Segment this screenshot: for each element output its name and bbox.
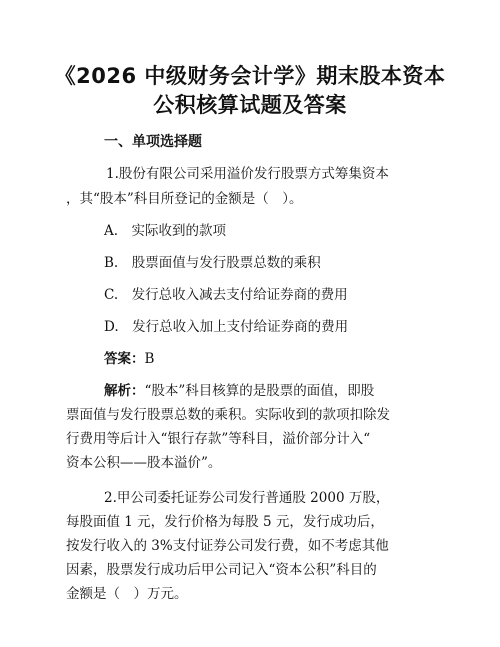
document-title-line-2: 公积核算试题及答案 [153, 93, 347, 117]
question-2-stem-line-4: 因素，股票发行成功后甲公司记入“资本公积”科目的 [66, 562, 377, 578]
analysis-line-4: 资本公积——股本溢价”。 [66, 455, 222, 471]
analysis-line-2: 票面值与发行股票总数的乘积。实际收到的款项扣除发 [66, 407, 390, 423]
answer-value: B [144, 351, 155, 367]
option-b: B. 股票面值与发行股票总数的乘积 [104, 255, 321, 271]
answer-line [104, 350, 154, 368]
analysis-line-1 [104, 382, 374, 400]
option-d: D. 发行总收入加上支付给证券商的费用 [104, 319, 349, 335]
question-2-stem-line-1: 2.甲公司委托证券公司发行普通股 2000 万股， [104, 490, 390, 506]
question-2-stem-line-5: 金额是（ ）万元。 [66, 586, 188, 602]
answer-label: 答案： [104, 351, 145, 367]
option-a: A. 实际收到的款项 [104, 223, 227, 239]
question-1-stem-line-1: 1.股份有限公司采用溢价发行股票方式筹集资本 [106, 166, 389, 182]
question-2-stem-line-2: 每股面值 1 元，发行价格为每股 5 元，发行成功后， [66, 514, 384, 530]
question-2-stem-line-3: 按发行收入的 3%支付证券公司发行费，如不考虑其他 [66, 538, 389, 554]
analysis-line-3: 行费用等后计入“银行存款”等科目，溢价部分计入“ [66, 431, 371, 447]
analysis-text-1: “股本”科目核算的是股票的面值，即股 [144, 383, 375, 399]
question-1-stem-line-2: ，其“股本”科目所登记的金额是（ ）。 [66, 191, 303, 207]
analysis-label: 解析： [104, 383, 145, 399]
section-heading: 一、单项选择题 [104, 134, 202, 150]
option-c: C. 发行总收入减去支付给证券商的费用 [104, 287, 348, 303]
document-title-line-1: 《2026 中级财务会计学》期末股本资本 [54, 64, 446, 88]
